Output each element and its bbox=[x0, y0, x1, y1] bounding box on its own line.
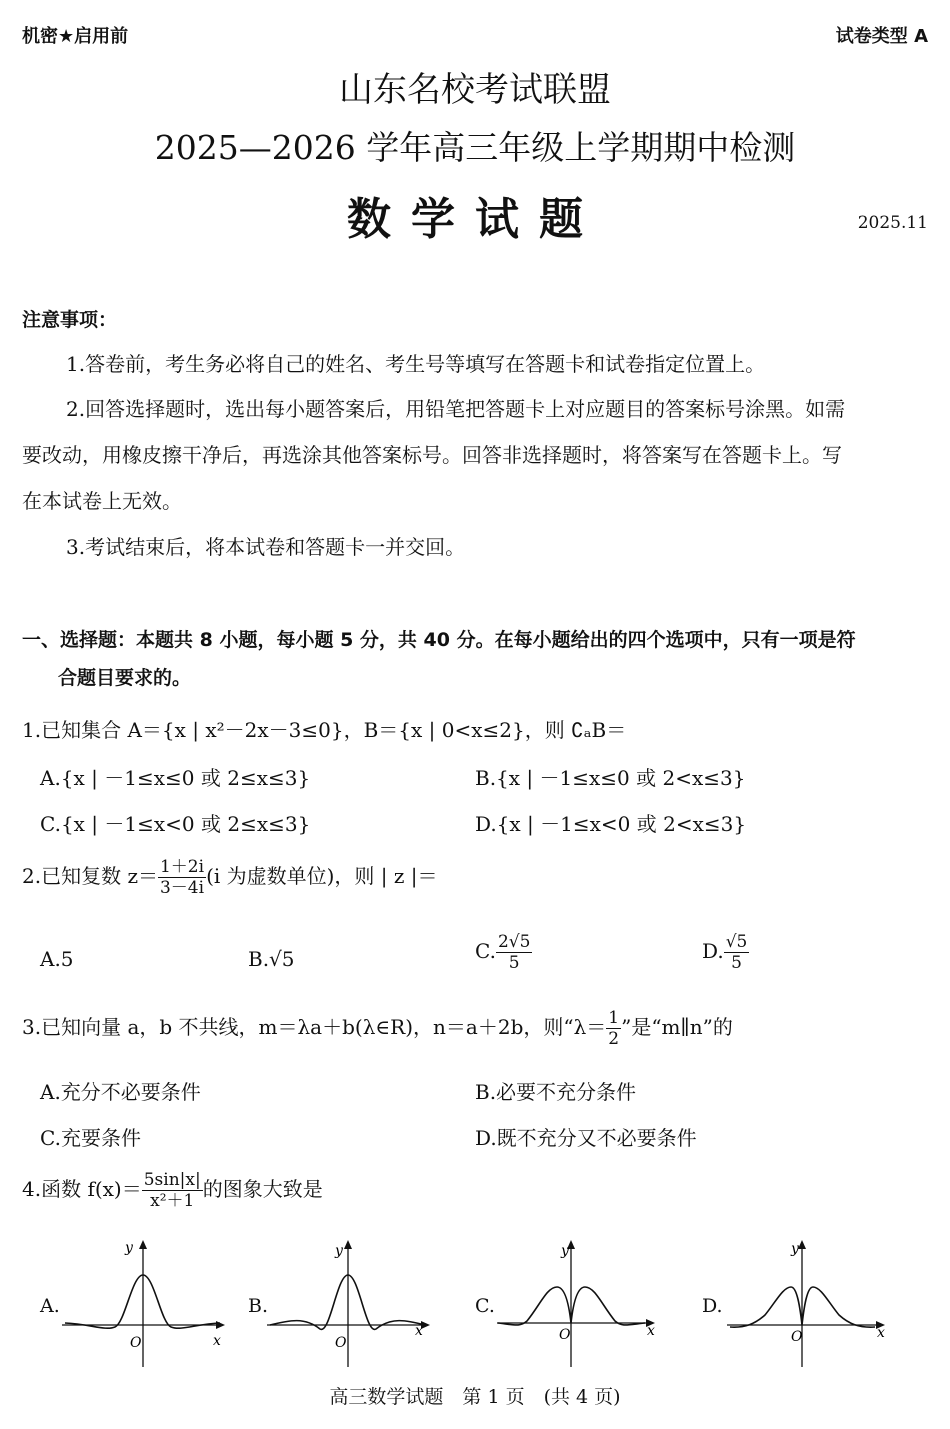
note-2-line-2: 要改动，用橡皮擦干净后，再选涂其他答案标号。回答非选择题时，将答案写在答题卡上。写 bbox=[22, 443, 842, 467]
graph-b-y-label: y bbox=[335, 1243, 343, 1259]
exam-alliance-title: 山东名校考试联盟 bbox=[339, 70, 611, 110]
q4-graph-d-label: D. bbox=[702, 1295, 723, 1317]
q2-option-c-denominator: 5 bbox=[508, 953, 520, 973]
q1-option-c: C.{x | －1≤x<0 或 2≤x≤3} bbox=[40, 812, 311, 836]
q3-stem bbox=[22, 1008, 733, 1049]
q2-fraction bbox=[158, 857, 206, 898]
q3-stem-post: ”是“m∥n”的 bbox=[621, 1015, 733, 1039]
graph-c-x-label: x bbox=[647, 1323, 655, 1339]
q2-option-b: B.√5 bbox=[248, 947, 295, 971]
section-1-line-2: 合题目要求的。 bbox=[58, 667, 192, 689]
q4-stem-pre: 4.函数 f(x)＝ bbox=[22, 1177, 142, 1201]
q4-graph-c-label: C. bbox=[475, 1295, 495, 1317]
q2-option-d bbox=[702, 932, 749, 973]
q2-option-c-label: C. bbox=[475, 939, 496, 963]
graph-a-x-arrow bbox=[216, 1321, 225, 1329]
note-3: 3.考试结束后，将本试卷和答题卡一并交回。 bbox=[66, 535, 466, 559]
graph-a-y-arrow bbox=[139, 1240, 147, 1249]
q1-option-a: A.{x | －1≤x≤0 或 2≤x≤3} bbox=[40, 766, 311, 790]
note-2-line-1: 2.回答选择题时，选出每小题答案后，用铅笔把答题卡上对应题目的答案标号涂黑。如需 bbox=[66, 397, 846, 421]
graph-a-origin: O bbox=[130, 1335, 142, 1351]
q2-option-c-fraction bbox=[496, 932, 532, 973]
q2-denominator: 3－4i bbox=[159, 878, 205, 898]
q4-denominator: x²＋1 bbox=[150, 1191, 195, 1211]
exam-date: 2025.11 bbox=[857, 213, 928, 233]
note-1: 1.答卷前，考生务必将自己的姓名、考生号等填写在答题卡和试卷指定位置上。 bbox=[66, 352, 766, 376]
q3-option-a: A.充分不必要条件 bbox=[40, 1080, 201, 1104]
q2-option-d-denominator: 5 bbox=[731, 953, 742, 973]
graph-c-origin: O bbox=[559, 1327, 571, 1343]
graph-d-y-arrow bbox=[798, 1240, 806, 1249]
graph-c-y-label: y bbox=[561, 1243, 569, 1259]
q3-numerator: 1 bbox=[608, 1008, 620, 1028]
q1-stem: 1.已知集合 A＝{x | x²－2x－3≤0}，B＝{x | 0<x≤2}，则 ∁ₐB＝ bbox=[22, 718, 627, 742]
q1-option-d: D.{x | －1≤x<0 或 2<x≤3} bbox=[475, 812, 747, 836]
q2-numerator: 1＋2i bbox=[159, 857, 205, 877]
exam-session-title: 2025—2026 学年高三年级上学期期中检测 bbox=[154, 128, 796, 167]
section-1-heading bbox=[22, 625, 932, 693]
q4-numerator: 5sin|x| bbox=[143, 1170, 201, 1190]
graph-b-origin: O bbox=[335, 1335, 347, 1351]
q3-option-c: C.充要条件 bbox=[40, 1126, 141, 1150]
q3-option-b: B.必要不充分条件 bbox=[475, 1080, 637, 1104]
q3-denominator: 2 bbox=[608, 1029, 620, 1049]
q4-graph-a bbox=[60, 1235, 230, 1370]
q2-option-c bbox=[475, 932, 532, 973]
q3-stem-pre: 3.已知向量 a，b 不共线，m＝λa＋b(λ∈R)，n＝a＋2b，则“λ＝ bbox=[22, 1015, 607, 1039]
q4-graph-a-label: A. bbox=[40, 1295, 60, 1317]
subject-title: 数学试题 bbox=[347, 194, 603, 245]
section-1-line-1: 一、选择题：本题共 8 小题，每小题 5 分，共 40 分。在每小题给出的四个选项中，只有一项是符 bbox=[22, 629, 856, 651]
paper-type-label: 试卷类型 A bbox=[835, 26, 928, 47]
q2-stem-pre: 2.已知复数 z＝ bbox=[22, 864, 158, 888]
q2-stem-post: (i 为虚数单位)，则 | z |＝ bbox=[206, 864, 438, 888]
q4-fraction bbox=[142, 1170, 203, 1211]
q2-option-a: A.5 bbox=[40, 947, 74, 971]
q4-graph-b bbox=[265, 1235, 435, 1370]
q2-option-c-numerator: 2√5 bbox=[497, 932, 531, 952]
graph-a-y-label: y bbox=[125, 1240, 133, 1256]
q4-graph-b-label: B. bbox=[248, 1295, 269, 1317]
q1-option-b: B.{x | －1≤x≤0 或 2<x≤3} bbox=[475, 766, 746, 790]
page-footer: 高三数学试题 第 1 页 (共 4 页) bbox=[329, 1386, 621, 1408]
q2-stem bbox=[22, 857, 438, 898]
graph-b-y-arrow bbox=[344, 1240, 352, 1249]
q4-stem bbox=[22, 1170, 323, 1211]
graph-d-origin: O bbox=[791, 1329, 803, 1345]
graph-d-y-label: y bbox=[791, 1241, 799, 1257]
q4-stem-post: 的图象大致是 bbox=[202, 1177, 323, 1201]
confidential-label: 机密★启用前 bbox=[22, 26, 129, 47]
notes-heading: 注意事项： bbox=[22, 309, 118, 331]
graph-b-x-label: x bbox=[415, 1323, 423, 1339]
graph-a-x-label: x bbox=[213, 1333, 221, 1349]
q3-fraction bbox=[606, 1008, 621, 1049]
note-2-line-3: 在本试卷上无效。 bbox=[22, 489, 182, 513]
q2-option-d-label: D. bbox=[702, 939, 724, 963]
q4-graph-d bbox=[725, 1235, 895, 1370]
q3-option-d: D.既不充分又不必要条件 bbox=[475, 1126, 697, 1150]
q4-graph-c bbox=[495, 1235, 665, 1370]
q2-option-d-fraction bbox=[724, 932, 750, 973]
graph-d-x-label: x bbox=[877, 1325, 885, 1341]
q2-option-d-numerator: √5 bbox=[725, 932, 748, 952]
